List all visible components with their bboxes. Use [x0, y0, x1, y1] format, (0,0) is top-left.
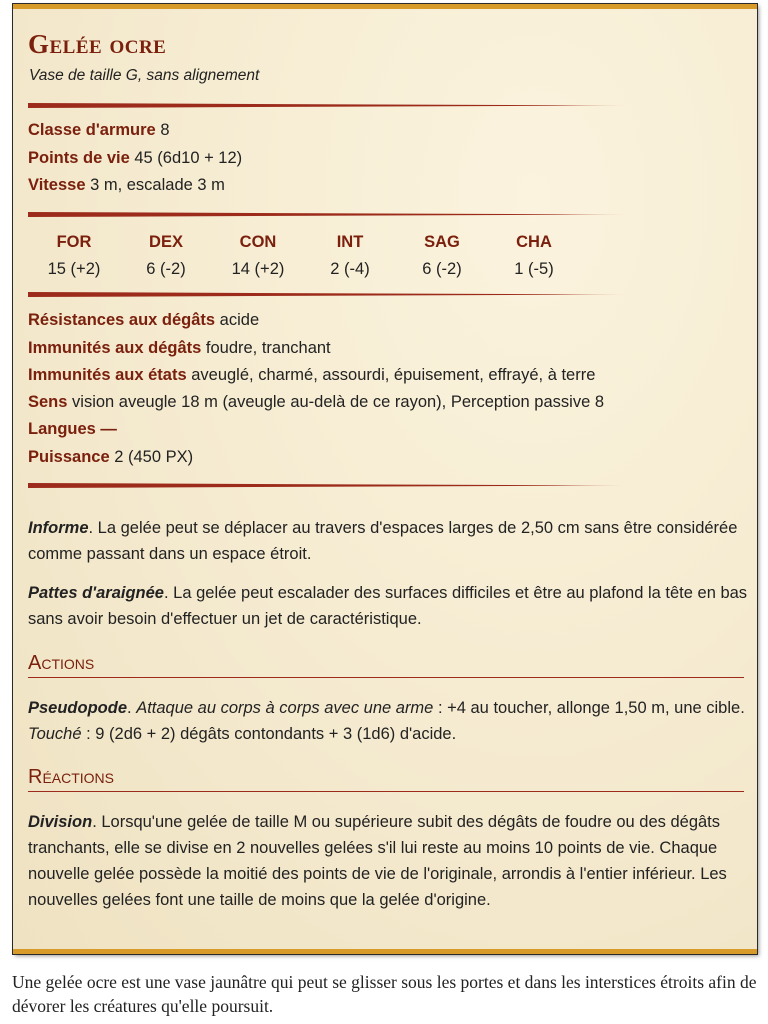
damage-immunities-line: Immunités aux dégâts foudre, tranchant: [28, 339, 331, 357]
ability-con: CON 14 (+2): [231, 233, 285, 278]
ability-for: FOR 15 (+2): [47, 233, 101, 278]
speed-label: Vitesse: [28, 176, 86, 194]
reaction-division: Division. Lorsqu'une gelée de taille M ou supérieure subit des dégâts de foudre ou des dégâts tranchants, elle se divise en 2 nouvelles gelées s'il lui reste au moins 10 points de vie. Chaque nouvelle gelée possède la moitié des points de vie de l'originale, arrondis à l'entier inférieur. Les nouvelles gelées font une taille de moins que la gelée d'origine.: [28, 813, 727, 909]
trait-informe: Informe. La gelée peut se déplacer au travers d'espaces larges de 2,50 cm sans être considérée comme passant dans un espace étroit.: [28, 519, 738, 563]
ability-int: INT 2 (-4): [330, 233, 370, 278]
actions-heading: Actions: [28, 650, 744, 678]
divider-rule: [28, 103, 628, 108]
power-line: Puissance 2 (450 PX): [28, 448, 194, 466]
hit-points-line: [28, 147, 242, 169]
divider-rule: [28, 292, 628, 297]
senses-line: Sens vision aveugle 18 m (aveugle au-delà de ce rayon), Perception passive 8: [28, 393, 605, 411]
action-pseudopode: Pseudopode. Attaque au corps à corps avec une arme : +4 au toucher, allonge 1,50 m, une cible. Touché : 9 (2d6 + 2) dégâts contondants + 3 (1d6) d'acide.: [28, 699, 745, 743]
armor-class-label: Classe d'armure: [28, 121, 156, 139]
monster-type: Vase de taille G, sans alignement: [29, 67, 260, 84]
stat-block: [13, 4, 757, 954]
speed-value: 3 m, escalade 3 m: [85, 176, 225, 194]
ability-sag: SAG 6 (-2): [422, 233, 462, 278]
reactions-heading: Réactions: [28, 764, 744, 792]
speed-line: [28, 174, 225, 196]
condition-immunities-line: Immunités aux états aveuglé, charmé, assourdi, épuisement, effrayé, à terre: [28, 366, 596, 384]
ability-cha: CHA 1 (-5): [514, 233, 554, 278]
hit-points-value: 45 (6d10 + 12): [129, 149, 243, 167]
trait-pattes-araignee: Pattes d'araignée. La gelée peut escalader des surfaces difficiles et être au plafond la tête en bas sans avoir besoin d'effectuer un jet de caractéristique.: [28, 584, 748, 628]
divider-rule: [28, 483, 628, 488]
monster-name: Gelée ocre: [28, 29, 167, 59]
divider-rule: [28, 212, 628, 217]
ability-scores: [28, 229, 608, 279]
damage-resistances-line: Résistances aux dégâts acide: [28, 311, 260, 329]
ability-dex: DEX 6 (-2): [146, 233, 186, 278]
armor-class-line: [28, 119, 170, 141]
languages-line: Langues —: [28, 420, 117, 438]
caption-text: Une gelée ocre est une vase jaunâtre qui peut se glisser sous les portes et dans les interstices étroits afin de dévorer les créatures qu'elle poursuit.: [12, 972, 757, 1016]
hit-points-label: Points de vie: [28, 149, 130, 167]
armor-class-value: 8: [155, 121, 170, 139]
